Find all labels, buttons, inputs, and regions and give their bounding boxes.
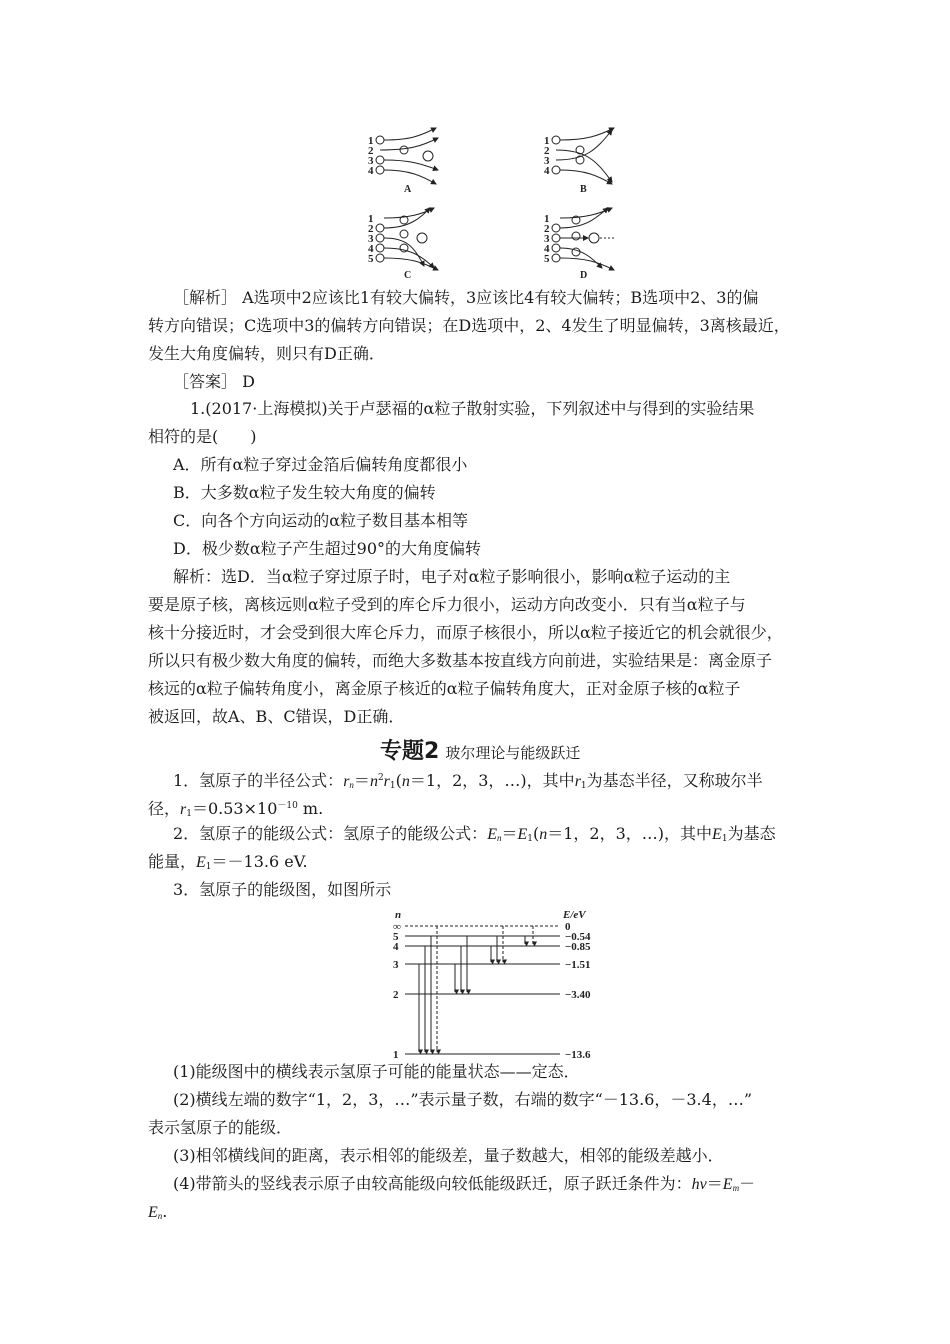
panel-d-num: 3 bbox=[544, 233, 550, 245]
solution-line: 被返回，故A、B、C错误，D正确． bbox=[148, 707, 405, 726]
energy-level-svg bbox=[385, 908, 615, 1058]
note-3: (3)相邻横线间的距离，表示相邻的能级差，量子数越大，相邻的能级差越小． bbox=[173, 1146, 724, 1165]
panel-d-num: 2 bbox=[544, 223, 550, 235]
level-e: −1.51 bbox=[565, 959, 591, 971]
level-n: 4 bbox=[393, 941, 399, 953]
level-n: 3 bbox=[393, 959, 399, 971]
panel-d-num: 4 bbox=[544, 243, 550, 255]
levels bbox=[405, 926, 560, 1054]
topic-heading bbox=[380, 734, 580, 765]
transition-arrows bbox=[419, 926, 533, 1052]
panel-c-num: 2 bbox=[368, 223, 374, 235]
panel-b-num: 2 bbox=[544, 145, 550, 157]
item-energy-value: 能量，$E_1=-13.6$ eV. bbox=[148, 852, 308, 872]
panel-d-label: D bbox=[580, 270, 588, 281]
analysis-line: 转方向错误；C选项中3的偏转方向错误；在D选项中，2、4发生了明显偏转，3离核最近， bbox=[148, 316, 790, 335]
note-4: (4)带箭头的竖线表示原子由较高能级向较低能级跃迁，原子跃迁条件为：$h\nu=E_m-$ bbox=[173, 1174, 756, 1193]
level-n: 1 bbox=[393, 1049, 399, 1058]
level-n: 5 bbox=[393, 931, 399, 943]
energy-level-diagram bbox=[385, 908, 615, 1058]
panel-c-num: 4 bbox=[368, 243, 374, 255]
topic-number: 专题2 bbox=[380, 739, 440, 764]
note-4-cont: $E_n$. bbox=[148, 1202, 168, 1221]
level-e: −13.6 bbox=[565, 1049, 591, 1058]
answer-line: ［答案］ D bbox=[173, 372, 255, 391]
option-b: B．大多数α粒子发生较大角度的偏转 bbox=[173, 483, 436, 502]
panel-a-num: 1 bbox=[368, 135, 374, 147]
panel-a-num: 3 bbox=[368, 155, 374, 167]
panel-d-num: 5 bbox=[544, 253, 550, 265]
panel-d bbox=[544, 208, 616, 281]
level-e: −0.85 bbox=[565, 941, 591, 953]
scattering-svg bbox=[360, 122, 630, 282]
panel-a-num: 2 bbox=[368, 145, 374, 157]
item-energy-formula: 2．氢原子的能级公式：氢原子的能级公式：$E_n=E_1(n=1$，2，3，…)，其中$E_1$为基态 bbox=[173, 824, 776, 844]
note-2: (2)横线左端的数字“1，2，3，…”表示量子数，右端的数字“－13.6，－3.4，…” bbox=[173, 1090, 752, 1109]
panel-a-label: A bbox=[404, 184, 412, 195]
level-e: −3.40 bbox=[565, 989, 591, 1001]
panel-b bbox=[544, 128, 614, 195]
item-radius-formula: 1．氢原子的半径公式：$r_n=n^2r_1(n=1$，2，3，…)，其中$r_1$为基态半径，又称玻尔半 bbox=[173, 771, 763, 791]
solution-line: 所以只有极少数大角度的偏转，而绝大多数基本按直线方向前进，实验结果是：离金原子 bbox=[148, 651, 773, 670]
analysis-line: 发生大角度偏转，则只有D正确． bbox=[148, 344, 385, 363]
n-axis-label: n bbox=[395, 909, 402, 921]
panel-c-num: 5 bbox=[368, 253, 374, 265]
item-radius-value: 径，$r_1=0.53\times 10^{-10}$ m. bbox=[148, 799, 324, 819]
level-e: 0 bbox=[565, 921, 571, 933]
panel-a-num: 4 bbox=[368, 165, 374, 177]
item-diagram-intro: 3．氢原子的能级图，如图所示 bbox=[173, 880, 392, 899]
topic-title: 玻尔理论与能级跃迁 bbox=[445, 744, 581, 762]
solution-line: 解析：选D．当α粒子穿过原子时，电子对α粒子影响很小，影响α粒子运动的主 bbox=[173, 567, 731, 586]
question-stem: 相符的是( ) bbox=[148, 427, 257, 446]
note-2-cont: 表示氢原子的能级． bbox=[148, 1118, 293, 1137]
panel-b-num: 3 bbox=[544, 155, 550, 167]
panel-b-num: 1 bbox=[544, 135, 550, 147]
scattering-figure bbox=[360, 122, 630, 282]
question-stem: 1.(2017·上海模拟)关于卢瑟福的α粒子散射实验，下列叙述中与得到的实验结果 bbox=[190, 399, 755, 418]
option-a: A．所有α粒子穿过金箔后偏转角度都很小 bbox=[173, 455, 468, 474]
panel-c-num: 1 bbox=[368, 213, 374, 225]
level-n: ∞ bbox=[393, 921, 401, 933]
level-n: 2 bbox=[393, 989, 399, 1001]
solution-line: 核十分接近时，才会受到很大库仑斥力，而原子核很小，所以α粒子接近它的机会就很少， bbox=[148, 623, 783, 642]
panel-b-num: 4 bbox=[544, 165, 550, 177]
panel-a bbox=[368, 128, 438, 195]
panel-c-num: 3 bbox=[368, 233, 374, 245]
option-d: D．极少数α粒子产生超过90°的大角度偏转 bbox=[173, 539, 481, 558]
e-axis-label: E/eV bbox=[563, 909, 586, 921]
panel-c-label: C bbox=[404, 270, 412, 281]
analysis-line: ［解析］ A选项中2应该比1有较大偏转，3应该比4有较大偏转；B选项中2、3的偏 bbox=[173, 288, 759, 307]
panel-c bbox=[368, 208, 438, 281]
panel-b-label: B bbox=[580, 184, 587, 195]
solution-line: 要是原子核，离核远则α粒子受到的库仑斥力很小，运动方向改变小．只有当α粒子与 bbox=[148, 595, 746, 614]
solution-line: 核远的α粒子偏转角度小，离金原子核近的α粒子偏转角度大，正对金原子核的α粒子 bbox=[148, 679, 741, 698]
option-c: C．向各个方向运动的α粒子数目基本相等 bbox=[173, 511, 469, 530]
note-1: (1)能级图中的横线表示氢原子可能的能量状态——定态． bbox=[173, 1062, 580, 1081]
panel-d-num: 1 bbox=[544, 213, 550, 225]
level-e: −0.54 bbox=[565, 931, 591, 943]
